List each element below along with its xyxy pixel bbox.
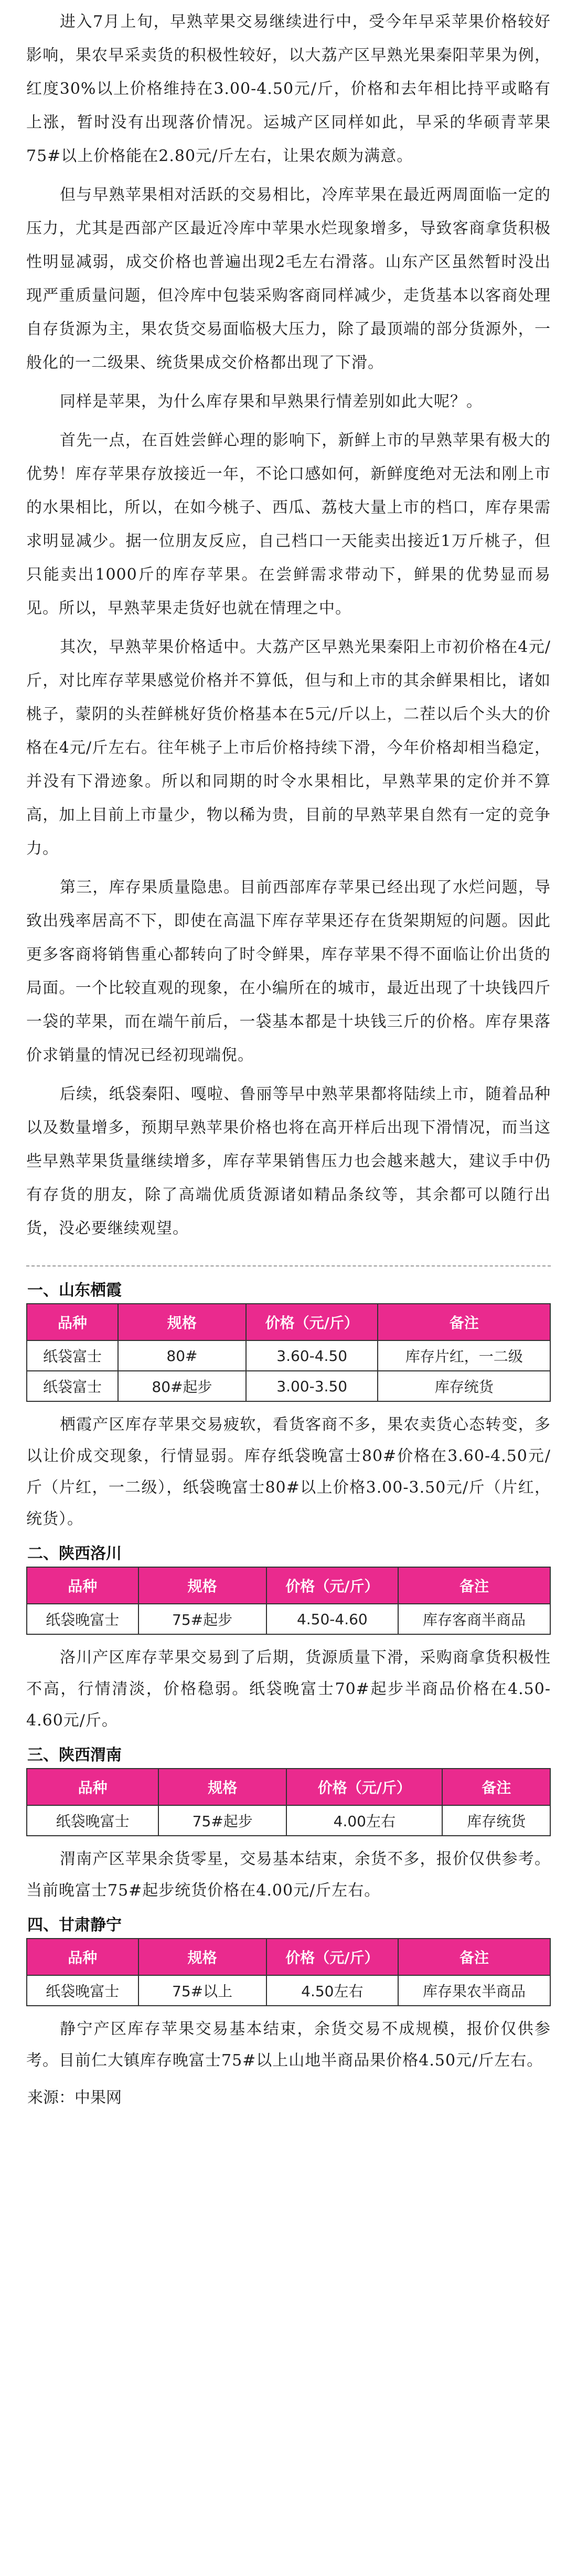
- cell-spec: 75#起步: [138, 1604, 266, 1634]
- cell-variety: 纸袋富士: [27, 1371, 118, 1401]
- section-text-luochuan: 洛川产区库存苹果交易到了后期，货源质量下滑，采购商拿货积极性不高，行情清淡，价格稳弱。纸袋晚富士70#起步半商品价格在4.50-4.60元/斤。: [26, 1648, 551, 1730]
- col-price: 价格（元/斤）: [286, 1769, 442, 1805]
- table-row: [27, 1805, 550, 1836]
- paragraph: 同样是苹果，为什么库存果和早熟果行情差别如此大呢？。: [60, 392, 483, 411]
- cell-note: 库存客商半商品: [398, 1604, 550, 1634]
- source-credit: 来源：中果网: [27, 2089, 122, 2107]
- price-table-shandong: [26, 1303, 551, 1402]
- table-header-row: [27, 1769, 550, 1805]
- col-price: 价格（元/斤）: [266, 1567, 399, 1604]
- table-row: [27, 1371, 550, 1401]
- paragraph: 其次，早熟苹果价格适中。大荔产区早熟光果秦阳上市初价格在4元/斤，对比库存苹果感觉价格并不算低，但与和上市的其余鲜果相比，诸如桃子，蒙阴的头茬鲜桃好货价格基本在5元/斤以上，二茬以后个头大的价格在4元/斤左右。往年桃子上市后价格持续下滑，今年价格却相当稳定，并没有下滑迹象。所以和同期的时令水果相比，早熟苹果的定价并不算高，加上目前上市量少，物以稀为贵，目前的早熟苹果自然有一定的竞争力。: [26, 638, 551, 858]
- table-header-row: [27, 1567, 550, 1604]
- cell-price: 4.00左右: [286, 1805, 442, 1836]
- cell-variety: 纸袋晚富士: [27, 1805, 158, 1836]
- section-title-jingning: 四、甘肃静宁: [27, 1916, 122, 1934]
- paragraph: 后续，纸袋秦阳、嘎啦、鲁丽等早中熟苹果都将陆续上市，随着品种以及数量增多，预期早熟苹果价格也将在高开样后出现下滑情况，而当这些早熟苹果货量继续增多，库存苹果销售压力也会越来越大，建议手中仍有存货的朋友，除了高端优质货源诸如精品条纹等，其余都可以随行出货，没必要继续观望。: [26, 1085, 551, 1238]
- cell-price: 3.60-4.50: [246, 1340, 378, 1371]
- cell-spec: 80#: [118, 1340, 246, 1371]
- col-price: 价格（元/斤）: [246, 1304, 378, 1340]
- table-header-row: [27, 1939, 550, 1975]
- col-spec: 规格: [158, 1769, 286, 1805]
- col-spec: 规格: [138, 1567, 266, 1604]
- table-row: [27, 1340, 550, 1371]
- col-variety: 品种: [27, 1939, 138, 1975]
- paragraph: 第三，库存果质量隐患。目前西部库存苹果已经出现了水烂问题，导致出残率居高不下，即使在高温下库存苹果还存在货架期短的问题。因此更多客商将销售重心都转向了时令鲜果，库存苹果不得不面临让价出货的局面。一个比较直观的现象，在小编所在的城市，最近出现了十块钱四斤一袋的苹果，而在端午前后，一袋基本都是十块钱三斤的价格。库存果落价求销量的情况已经初现端倪。: [26, 878, 551, 1065]
- col-spec: 规格: [118, 1304, 246, 1340]
- col-variety: 品种: [27, 1567, 138, 1604]
- cell-price: 4.50-4.60: [266, 1604, 399, 1634]
- col-variety: 品种: [27, 1769, 158, 1805]
- table-row: [27, 1975, 550, 2006]
- col-note: 备注: [442, 1769, 550, 1805]
- section-text-weinan: 渭南产区苹果余货零星，交易基本结束，余货不多，报价仅供参考。当前晚富士75#起步统货价格在4.00元/斤左右。: [26, 1850, 551, 1900]
- section-text-shandong: 栖霞产区库存苹果交易疲软，看货客商不多，果农卖货心态转变，多以让价成交现象，行情显弱。库存纸袋晚富士80#价格在3.60-4.50元/斤（片红，一二级），纸袋晚富士80#以上价格3.00-3.50元/斤（片红，统货）。: [26, 1415, 551, 1528]
- cell-note: 库存统货: [378, 1371, 550, 1401]
- cell-price: 3.00-3.50: [246, 1371, 378, 1401]
- table-row: [27, 1604, 550, 1634]
- price-table-jingning: [26, 1938, 551, 2006]
- cell-spec: 75#以上: [138, 1975, 266, 2006]
- cell-variety: 纸袋晚富士: [27, 1604, 138, 1634]
- col-spec: 规格: [138, 1939, 266, 1975]
- cell-variety: 纸袋晚富士: [27, 1975, 138, 2006]
- paragraph: 进入7月上旬，早熟苹果交易继续进行中，受今年早采苹果价格较好影响，果农早采卖货的积极性较好，以大荔产区早熟光果秦阳苹果为例，红度30%以上价格维持在3.00-4.50元/斤，价格和去年相比持平或略有上涨，暂时没有出现落价情况。运城产区同样如此，早采的华硕青苹果75#以上价格能在2.80元/斤左右，让果农颇为满意。: [26, 13, 551, 165]
- cell-note: 库存果农半商品: [398, 1975, 550, 2006]
- cell-spec: 75#起步: [158, 1805, 286, 1836]
- col-note: 备注: [398, 1567, 550, 1604]
- cell-note: 库存片红，一二级: [378, 1340, 550, 1371]
- col-note: 备注: [378, 1304, 550, 1340]
- cell-note: 库存统货: [442, 1805, 550, 1836]
- table-header-row: [27, 1304, 550, 1340]
- cell-price: 4.50左右: [266, 1975, 399, 2006]
- col-variety: 品种: [27, 1304, 118, 1340]
- col-price: 价格（元/斤）: [266, 1939, 399, 1975]
- section-title-luochuan: 二、陕西洛川: [27, 1545, 122, 1563]
- cell-spec: 80#起步: [118, 1371, 246, 1401]
- paragraph: 首先一点，在百姓尝鲜心理的影响下，新鲜上市的早熟苹果有极大的优势！库存苹果存放接近一年，不论口感如何，新鲜度绝对无法和刚上市的水果相比，所以，在如今桃子、西瓜、荔枝大量上市的档口，库存果需求明显减少。据一位朋友反应，自己档口一天能卖出接近1万斤桃子，但只能卖出1000斤的库存苹果。在尝鲜需求带动下，鲜果的优势显而易见。所以，早熟苹果走货好也就在情理之中。: [26, 431, 551, 618]
- section-title-shandong: 一、山东栖霞: [27, 1281, 122, 1300]
- dashed-divider: [26, 1265, 551, 1266]
- col-note: 备注: [398, 1939, 550, 1975]
- cell-variety: 纸袋富士: [27, 1340, 118, 1371]
- price-table-luochuan: [26, 1567, 551, 1635]
- section-text-jingning: 静宁产区库存苹果交易基本结束，余货交易不成规模，报价仅供参考。目前仁大镇库存晚富士75#以上山地半商品果价格4.50元/斤左右。: [26, 2020, 551, 2070]
- paragraph: 但与早熟苹果相对活跃的交易相比，冷库苹果在最近两周面临一定的压力，尤其是西部产区最近冷库中苹果水烂现象增多，导致客商拿货积极性明显减弱，成交价格也普遍出现2毛左右滑落。山东产区虽然暂时没出现严重质量问题，但冷库中包装采购客商同样减少，走货基本以客商处理自存货源为主，果农货交易面临极大压力，除了最顶端的部分货源外，一般化的一二级果、统货果成交价格都出现了下滑。: [26, 186, 551, 372]
- price-table-weinan: [26, 1768, 551, 1836]
- section-title-weinan: 三、陕西渭南: [27, 1746, 122, 1764]
